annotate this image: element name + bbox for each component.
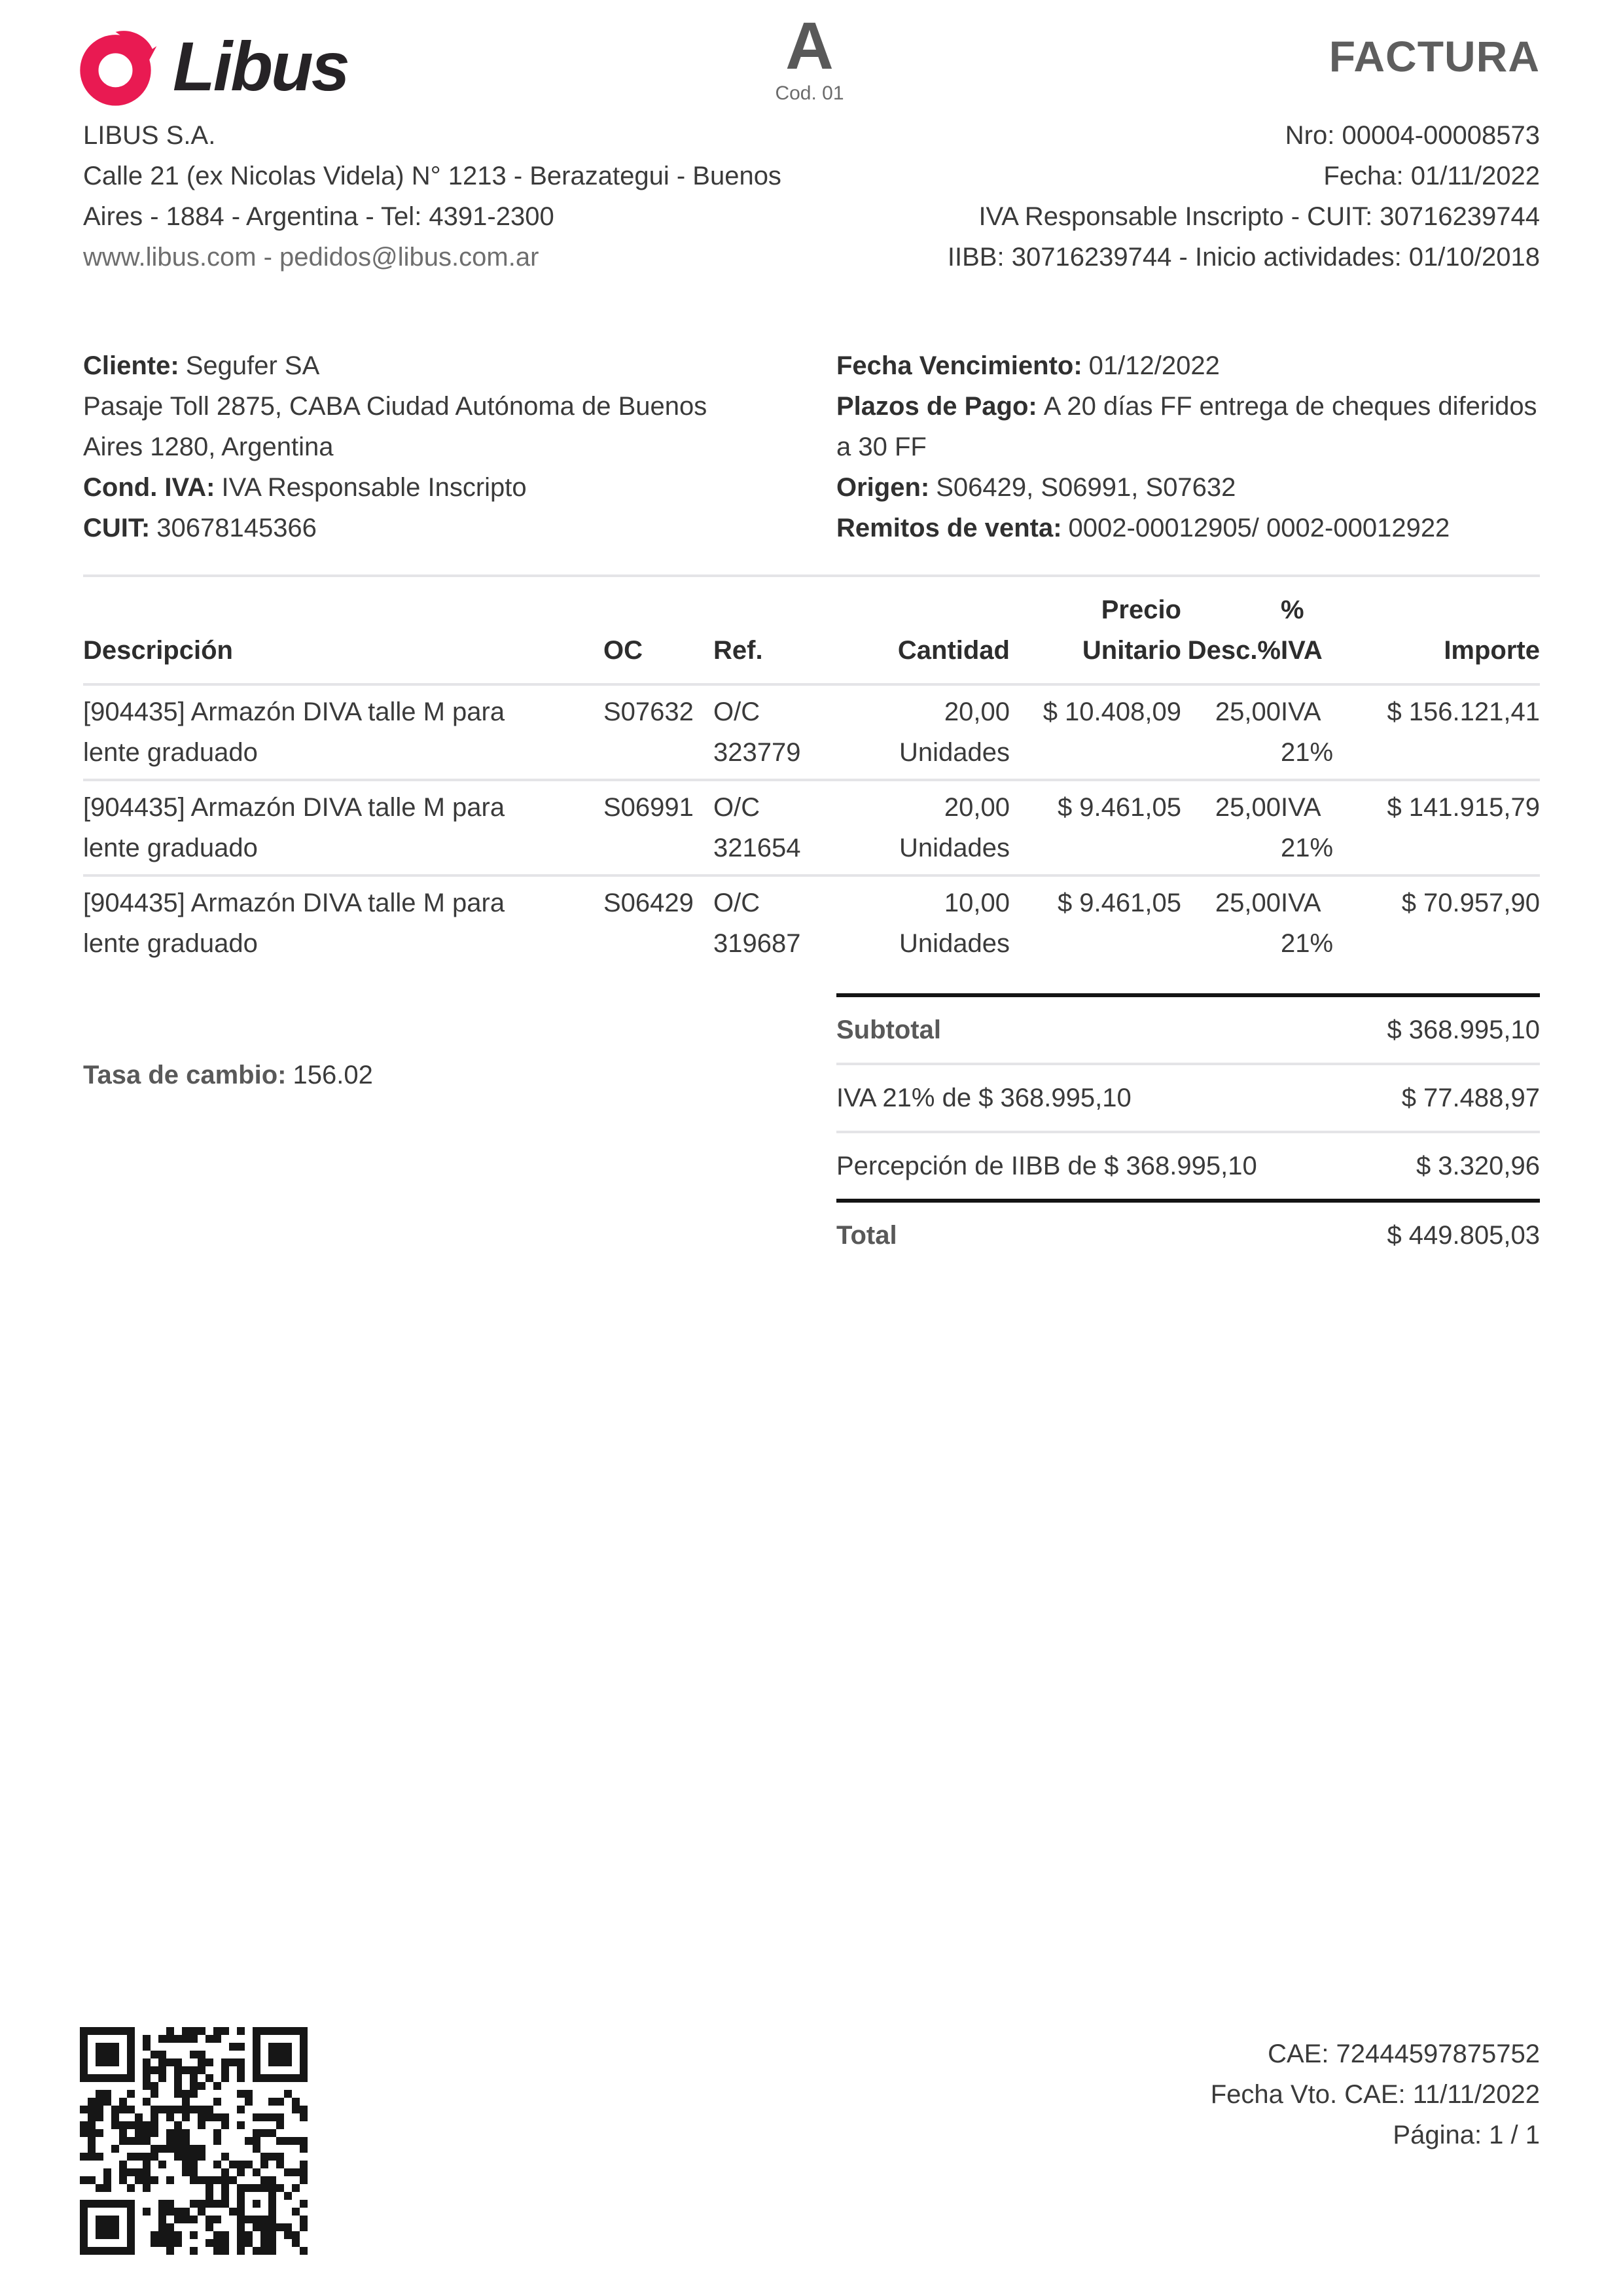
header-importe: Importe	[1444, 636, 1540, 665]
items-table	[83, 574, 1540, 970]
company-name: LIBUS S.A.	[83, 121, 216, 150]
invoice-iibb-line: IIBB: 30716239744 - Inicio actividades: 01/10/2018	[947, 243, 1540, 272]
iva-total-label: IVA 21% de $ 368.995,10	[836, 1084, 1132, 1112]
cell-descripcion: [904435] Armazón DIVA talle M para lente graduado	[83, 698, 505, 767]
cell-oc: S06991	[603, 793, 694, 822]
due-date-line	[836, 345, 1546, 386]
cell-importe: $ 141.915,79	[1387, 793, 1540, 822]
company-info	[83, 115, 816, 277]
subtotal-row	[836, 993, 1540, 1063]
company-address-line2: Aires - 1884 - Argentina - Tel: 4391-2300	[83, 202, 554, 231]
origin-label: Origen:	[836, 473, 930, 502]
cuit-label: CUIT:	[83, 514, 151, 542]
remitos-value: 0002-00012905/ 0002-00012922	[1068, 514, 1450, 542]
libus-ring-icon	[77, 25, 162, 110]
cell-ref: O/C 323779	[713, 698, 801, 767]
table-row	[83, 877, 1540, 970]
subtotal-value: $ 368.995,10	[1387, 1016, 1540, 1044]
page-title: FACTURA	[1329, 32, 1540, 80]
header-descripcion: Descripción	[83, 636, 233, 665]
table-row	[83, 781, 1540, 877]
header-ref: Ref.	[713, 636, 763, 665]
cell-importe: $ 70.957,90	[1401, 889, 1540, 917]
header-iva: % IVA	[1281, 595, 1323, 665]
cuit-value: 30678145366	[156, 514, 317, 542]
customer-address-line2: Aires 1280, Argentina	[83, 433, 334, 461]
cell-ref: O/C 319687	[713, 889, 801, 958]
cae-due-line: Fecha Vto. CAE: 11/11/2022	[1210, 2080, 1540, 2109]
cell-desc-pct: 25,00	[1215, 889, 1281, 917]
iva-total-value: $ 77.488,97	[1401, 1084, 1540, 1112]
cell-descripcion: [904435] Armazón DIVA talle M para lente graduado	[83, 889, 505, 958]
exchange-rate-label: Tasa de cambio:	[83, 1061, 287, 1089]
cae-line: CAE: 72444597875752	[1268, 2040, 1540, 2068]
cond-iva-label: Cond. IVA:	[83, 473, 215, 502]
remitos-line	[836, 508, 1546, 548]
customer-label: Cliente:	[83, 351, 179, 380]
customer-cuit-line	[83, 508, 810, 548]
due-date-label: Fecha Vencimiento:	[836, 351, 1082, 380]
totals-panel	[836, 993, 1540, 1268]
total-value: $ 449.805,03	[1387, 1221, 1540, 1250]
header-desc-pct: Desc.%	[1187, 636, 1281, 665]
payment-terms-line1	[836, 386, 1546, 427]
company-contact-line: www.libus.com - pedidos@libus.com.ar	[83, 243, 539, 272]
company-address-line1: Calle 21 (ex Nicolas Videla) N° 1213 - Berazategui - Buenos	[83, 162, 781, 190]
cell-iva: IVA 21%	[1281, 793, 1334, 862]
cell-descripcion: [904435] Armazón DIVA talle M para lente graduado	[83, 793, 505, 862]
cell-precio: $ 9.461,05	[1057, 889, 1181, 917]
origin-value: S06429, S06991, S07632	[936, 473, 1236, 502]
customer-name-line	[83, 345, 810, 386]
exchange-rate-line	[83, 1055, 373, 1095]
customer-block	[83, 345, 810, 548]
invoice-letter-code: Cod. 01	[775, 82, 844, 104]
table-row	[83, 686, 1540, 781]
due-date-value: 01/12/2022	[1088, 351, 1220, 380]
exchange-rate-value: 156.02	[293, 1061, 373, 1089]
cell-iva: IVA 21%	[1281, 889, 1334, 958]
invoice-meta	[755, 115, 1540, 277]
iibb-total-row	[836, 1131, 1540, 1199]
payment-terms-value-1: A 20 días FF entrega de cheques diferidos	[1043, 392, 1537, 421]
cell-cantidad: 20,00 Unidades	[899, 698, 1010, 767]
payment-terms-line2: a 30 FF	[836, 433, 927, 461]
payment-terms-label: Plazos de Pago:	[836, 392, 1037, 421]
customer-address-line1: Pasaje Toll 2875, CABA Ciudad Autónoma de Buenos	[83, 392, 707, 421]
afip-qr-code	[80, 2027, 308, 2255]
cell-desc-pct: 25,00	[1215, 793, 1281, 822]
terms-block	[836, 345, 1546, 548]
origin-line	[836, 467, 1546, 508]
cell-importe: $ 156.121,41	[1387, 698, 1540, 726]
cell-cantidad: 10,00 Unidades	[899, 889, 1010, 958]
cond-iva-value: IVA Responsable Inscripto	[221, 473, 527, 502]
header-oc: OC	[603, 636, 643, 665]
iva-total-row	[836, 1063, 1540, 1131]
brand-logo	[77, 25, 348, 110]
header-precio-unitario: Precio Unitario	[1082, 595, 1181, 665]
cell-precio: $ 9.461,05	[1057, 793, 1181, 822]
page-number-line: Página: 1 / 1	[1393, 2121, 1540, 2149]
cell-cantidad: 20,00 Unidades	[899, 793, 1010, 862]
invoice-iva-line: IVA Responsable Inscripto - CUIT: 30716239744	[978, 202, 1540, 231]
brand-logo-text: Libus	[173, 28, 348, 105]
cell-precio: $ 10.408,09	[1043, 698, 1181, 726]
cell-desc-pct: 25,00	[1215, 698, 1281, 726]
cell-iva: IVA 21%	[1281, 698, 1334, 767]
cell-oc: S07632	[603, 698, 694, 726]
iibb-total-value: $ 3.320,96	[1416, 1152, 1540, 1180]
header-cantidad: Cantidad	[897, 636, 1010, 665]
remitos-label: Remitos de venta:	[836, 514, 1062, 542]
items-table-header	[83, 574, 1540, 686]
cell-ref: O/C 321654	[713, 793, 801, 862]
iibb-total-label: Percepción de IIBB de $ 368.995,10	[836, 1152, 1257, 1180]
invoice-letter: A	[785, 9, 834, 83]
total-row	[836, 1199, 1540, 1268]
total-label: Total	[836, 1221, 897, 1250]
customer-name: Segufer SA	[185, 351, 320, 380]
customer-cond-iva-line	[83, 467, 810, 508]
footer-meta	[755, 2034, 1540, 2155]
invoice-letter-block	[738, 9, 882, 105]
cell-oc: S06429	[603, 889, 694, 917]
invoice-number-line: Nro: 00004-00008573	[1285, 121, 1540, 150]
invoice-date-line: Fecha: 01/11/2022	[1323, 162, 1540, 190]
subtotal-label: Subtotal	[836, 1016, 941, 1044]
